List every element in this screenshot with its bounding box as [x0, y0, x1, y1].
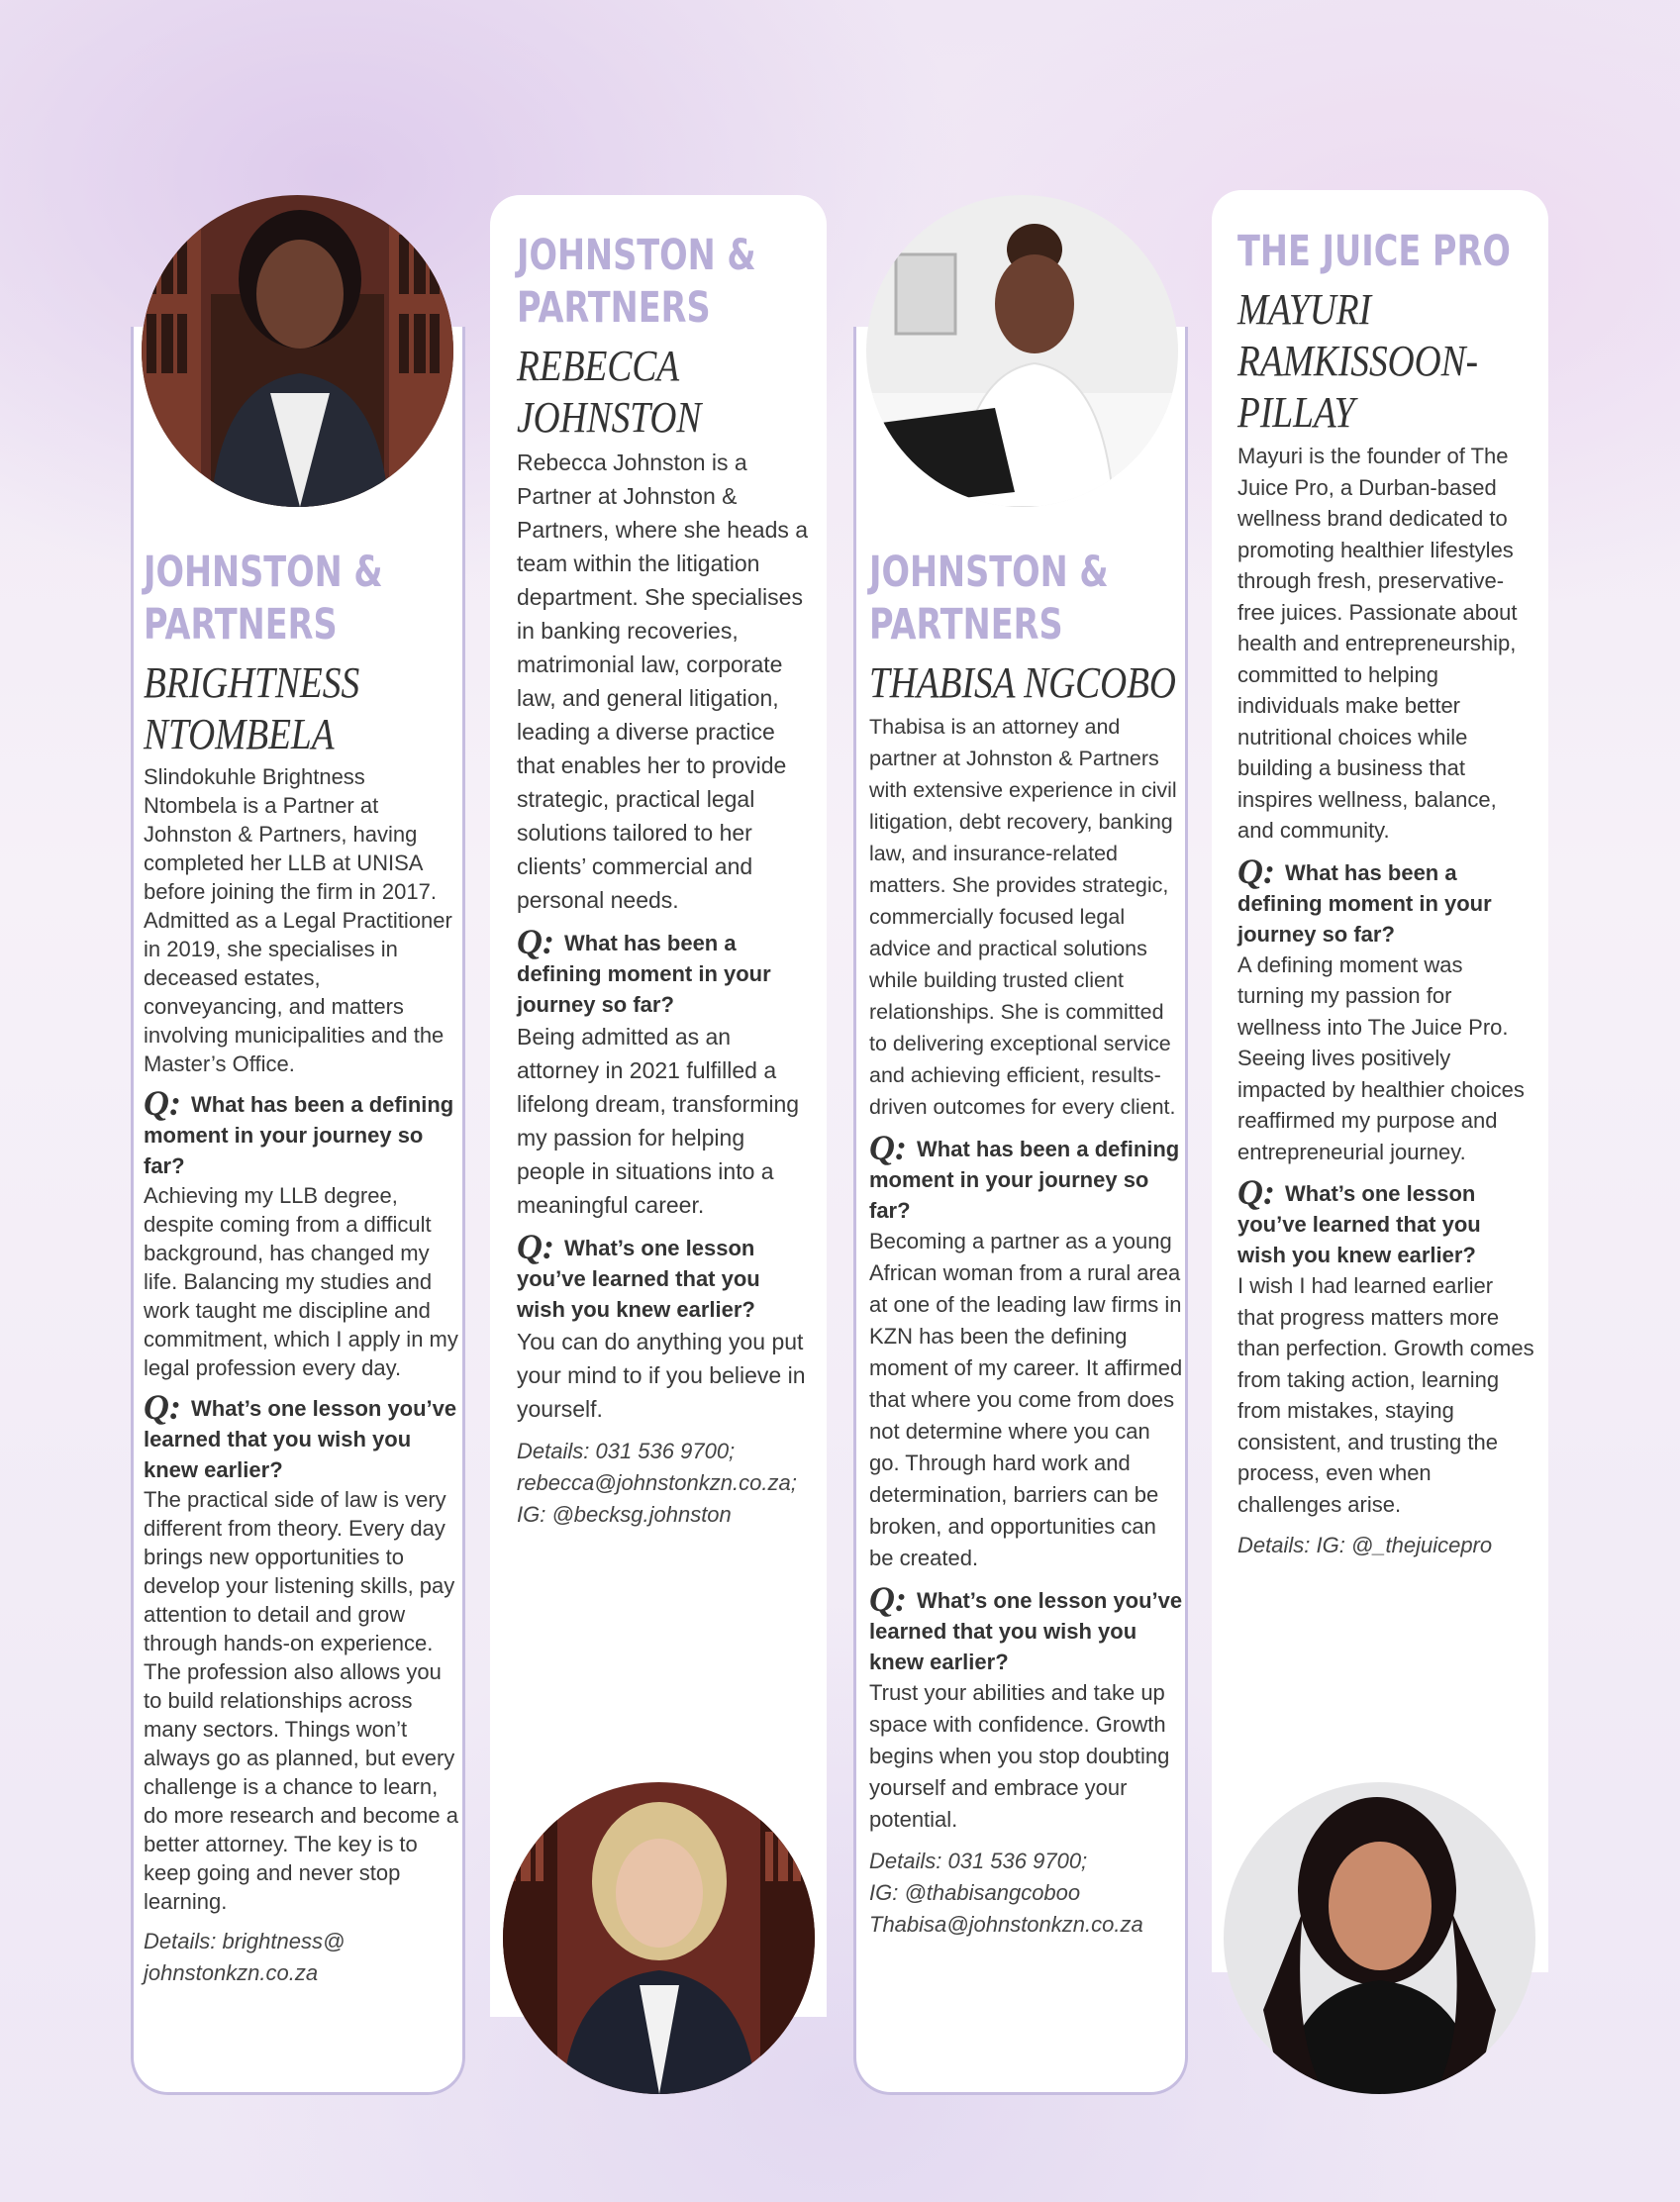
- details-line-2: rebecca@johnstonkzn.co.za;: [517, 1470, 797, 1495]
- person-name: [517, 341, 769, 444]
- name-line-2: RAMKISSOON-: [1237, 337, 1479, 385]
- q-mark: Q:: [869, 1128, 907, 1167]
- answer-1: A defining moment was turning my passion for wellness into The Juice Pro. Seeing lives positively impacted by healthier choices reaffirmed my purpose and entrepreneurial journey.: [1237, 951, 1525, 1164]
- answer-2: The practical side of law is very different from theory. Every day brings new opportunities to develop your listening skills, pay attention to detail and grow through hands-on experience. The profession also allows you to build relationships across many sectors. Things won’t always go as planned, but every challenge is a chance to learn, do more research and become a better attorney. The key is to keep going and never stop learning.: [144, 1487, 458, 1914]
- firm-line-1: JOHNSTON &: [144, 548, 383, 597]
- details-line-1: Details: IG: @_thejuicepro: [1237, 1533, 1493, 1557]
- question-text: What’s one lesson you’ve learned that you wish you knew earlier?: [869, 1588, 1183, 1674]
- firm-line-2: PARTNERS: [517, 283, 711, 333]
- firm-name: [144, 547, 391, 651]
- question-text: What has been a defining moment in your journey so far?: [517, 931, 771, 1017]
- q-mark: Q:: [144, 1387, 181, 1427]
- name-line-2: NTOMBELA: [144, 710, 335, 758]
- name-line-2: JOHNSTON: [517, 393, 702, 442]
- firm-line-2: PARTNERS: [144, 600, 338, 650]
- name-line-1: REBECCA: [517, 342, 680, 390]
- details-line-3: IG: @becksg.johnston: [517, 1502, 732, 1527]
- answer-1: Becoming a partner as a young African woman from a rural area at one of the leading law firms in KZN has been the defining moment of my career. It affirmed that where you come from does not determine where you can go. Through hard work and determination, barriers can be broken, and opportunities can be created.: [869, 1229, 1183, 1570]
- firm-name: [517, 230, 756, 335]
- name-line-1: MAYURI: [1237, 285, 1372, 334]
- question-block-2: [869, 1579, 1186, 1836]
- contact-details: [144, 1926, 460, 1989]
- question-block-2: [1237, 1172, 1534, 1520]
- answer-2: I wish I had learned earlier that progress matters more than perfection. Growth comes from taking action, learning from mistakes, staying consistent, and trusting the process, even when challenges arise.: [1237, 1273, 1534, 1517]
- q-mark: Q:: [1237, 851, 1275, 891]
- person-name: [869, 657, 1176, 709]
- bio-text: Thabisa is an attorney and partner at Johnston & Partners with extensive experience in civil litigation, debt recovery, banking law, and insurance-related matters. She provides strategic, commercially focused legal advice and practical solutions while building trusted client relationships. She is committed to delivering exceptional service and achieving efficient, results-driven outcomes for every client.: [869, 715, 1177, 1119]
- name-line-3: PILLAY: [1237, 388, 1355, 437]
- avatar-brightness: [142, 195, 453, 507]
- details-line-1: Details: 031 536 9700;: [517, 1439, 736, 1463]
- question-text: What’s one lesson you’ve learned that you wish you knew earlier?: [144, 1396, 457, 1482]
- question-block-1: [517, 922, 814, 1222]
- avatar-rebecca: [503, 1782, 815, 2094]
- person-name: [144, 657, 413, 760]
- question-1: [517, 922, 814, 1020]
- question-text: What has been a defining moment in your journey so far?: [144, 1092, 454, 1178]
- question-2: [1237, 1172, 1534, 1270]
- question-block-1: [144, 1083, 460, 1382]
- answer-2: Trust your abilities and take up space with confidence. Growth begins when you stop doubting yourself and embrace your potential.: [869, 1680, 1170, 1832]
- profile-content-brightness: [144, 547, 460, 1989]
- question-1: [1237, 851, 1534, 950]
- bio-text: Mayuri is the founder of The Juice Pro, a Durban-based wellness brand dedicated to promoting healthier lifestyles through fresh, preservative-free juices. Passionate about health and entrepreneurship, committed to helping individuals make better nutritional choices while building a business that inspires wellness, balance, and community.: [1237, 444, 1518, 843]
- name-line-1: THABISA NGCOBO: [869, 658, 1176, 707]
- details-line-1: Details: brightness@: [144, 1929, 346, 1953]
- question-2: [869, 1579, 1186, 1677]
- profile-content-thabisa: [869, 547, 1186, 1941]
- answer-1: Being admitted as an attorney in 2021 fulfilled a lifelong dream, transforming my passion for helping people in situations into a meaningful career.: [517, 1024, 800, 1218]
- name-line-1: BRIGHTNESS: [144, 658, 360, 707]
- answer-1: Achieving my LLB degree, despite coming from a difficult background, has changed my life. Balancing my studies and work taught me discipline and commitment, which I apply in my legal profession every day.: [144, 1183, 458, 1380]
- q-mark: Q:: [517, 922, 554, 961]
- answer-2: You can do anything you put your mind to if you believe in yourself.: [517, 1329, 806, 1422]
- contact-details: [517, 1436, 814, 1531]
- details-line-1: Details: 031 536 9700;: [869, 1849, 1088, 1873]
- q-mark: Q:: [869, 1579, 907, 1619]
- question-block-2: [517, 1227, 814, 1426]
- firm-line-1: JOHNSTON &: [517, 231, 756, 280]
- contact-details: [869, 1846, 1186, 1941]
- details-line-2: IG: @thabisangcoboo: [869, 1880, 1081, 1905]
- avatar-mayuri: [1224, 1782, 1535, 2094]
- question-text: What has been a defining moment in your journey so far?: [1237, 859, 1492, 947]
- question-1: [869, 1128, 1186, 1226]
- question-text: What’s one lesson you’ve learned that you wish you knew earlier?: [517, 1236, 760, 1322]
- bio-text: Rebecca Johnston is a Partner at Johnston & Partners, where she heads a team within the litigation department. She specialises in banking recoveries, matrimonial law, corporate law, and general litigation, leading a diverse practice that enables her to provide strategic, practical legal solutions tailored to her clients’ commercial and personal needs.: [517, 450, 809, 913]
- question-block-2: [144, 1387, 460, 1916]
- avatar-thabisa: [866, 195, 1178, 507]
- question-text: What’s one lesson you’ve learned that you wish you knew earlier?: [1237, 1181, 1481, 1267]
- question-2: [144, 1387, 460, 1485]
- firm-line-2: PARTNERS: [869, 600, 1063, 650]
- firm-line-1: JOHNSTON &: [869, 548, 1109, 597]
- contact-details: [1237, 1530, 1534, 1561]
- person-name: [1237, 284, 1490, 439]
- firm-line-1: THE JUICE PRO: [1237, 227, 1511, 276]
- firm-name: [869, 547, 1117, 651]
- q-mark: Q:: [1237, 1172, 1275, 1212]
- question-text: What has been a defining moment in your journey so far?: [869, 1137, 1180, 1223]
- details-line-3: Thabisa@johnstonkzn.co.za: [869, 1912, 1143, 1937]
- profile-content-rebecca: [517, 230, 814, 1531]
- question-1: [144, 1083, 460, 1181]
- question-block-1: [869, 1128, 1186, 1574]
- profile-content-mayuri: [1237, 226, 1534, 1561]
- q-mark: Q:: [144, 1083, 181, 1123]
- q-mark: Q:: [517, 1227, 554, 1266]
- firm-name: [1237, 226, 1511, 278]
- question-block-1: [1237, 851, 1534, 1168]
- details-line-2: johnstonkzn.co.za: [144, 1960, 319, 1985]
- bio-text: Slindokuhle Brightness Ntombela is a Partner at Johnston & Partners, having completed her LLB at UNISA before joining the firm in 2017. Admitted as a Legal Practitioner in 2019, she specialises in deceased estates, conveyancing, and matters involving municipalities and the Master’s Office.: [144, 764, 452, 1076]
- question-2: [517, 1227, 814, 1325]
